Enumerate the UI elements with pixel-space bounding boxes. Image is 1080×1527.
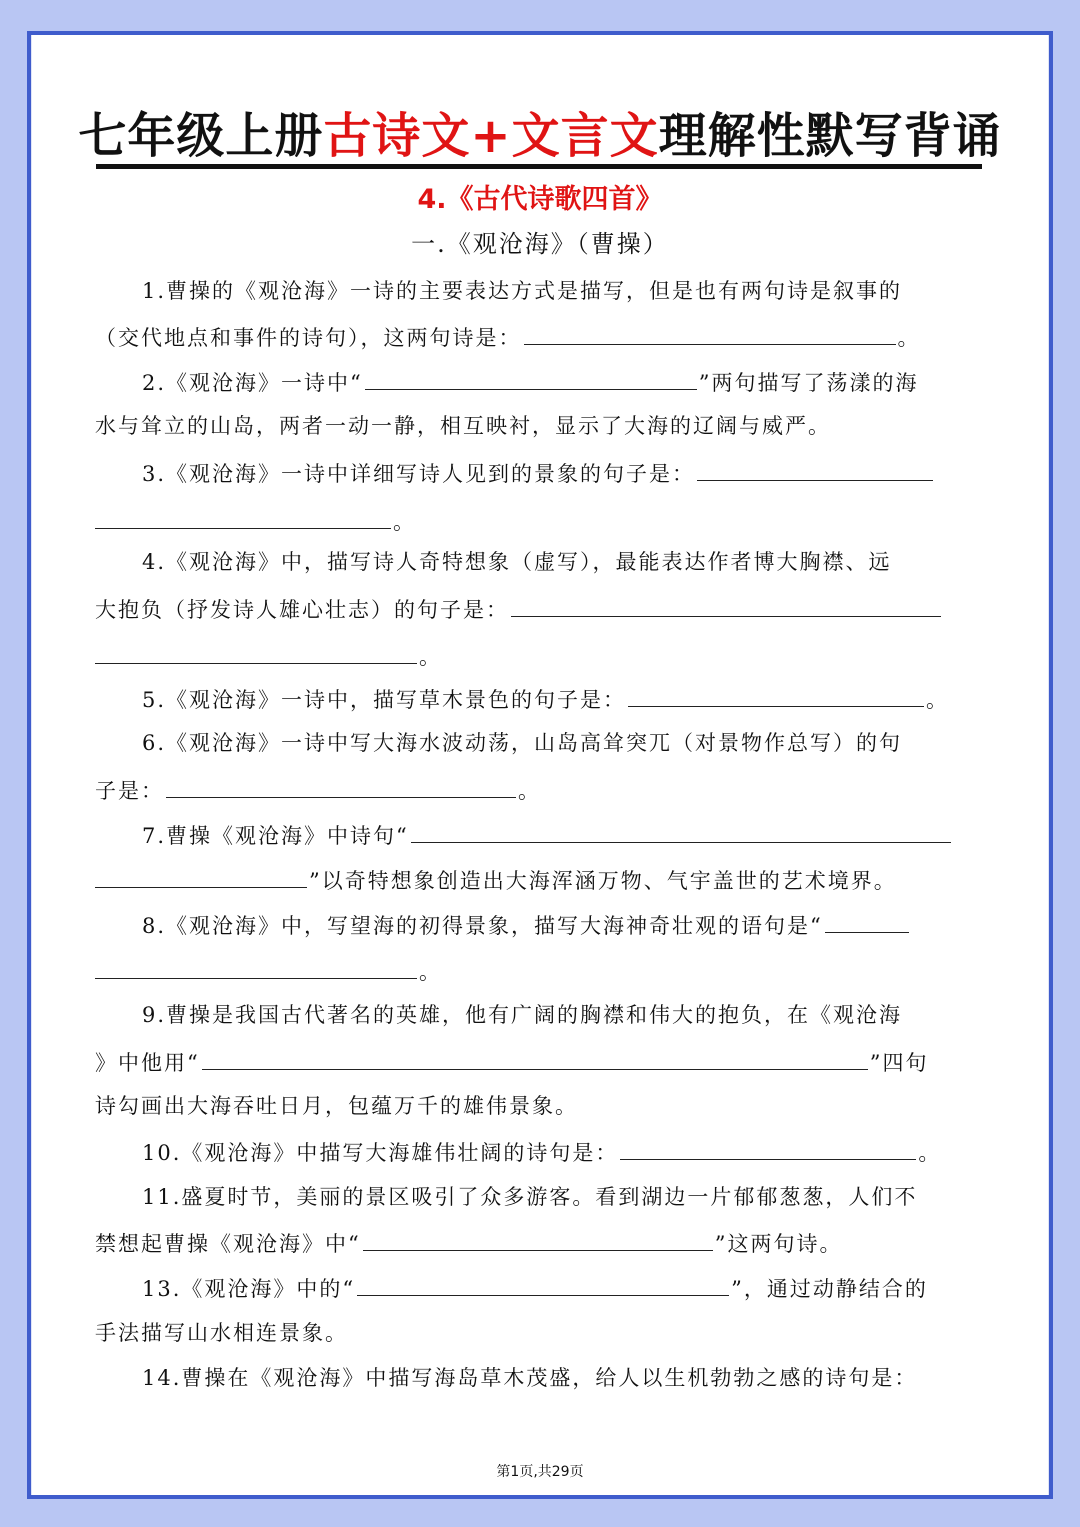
q9-line-3: 诗勾画出大海吞吐日月，包蕴万千的雄伟景象。: [95, 1094, 578, 1118]
page-number: 第1页,共29页: [496, 1464, 584, 1480]
q5-line-1: 5.《观沧海》一诗中，描写草木景色的句子是： 。: [142, 676, 990, 721]
q11-line-2: 禁想起曹操《观沧海》中“ ”这两句诗。: [95, 1220, 990, 1265]
q7-answer-blank-1[interactable]: [411, 812, 951, 843]
q11-answer-blank[interactable]: [363, 1220, 713, 1251]
q3-answer-blank-2[interactable]: [95, 498, 391, 529]
q4-line-2: 大抱负（抒发诗人雄心壮志）的句子是：: [95, 586, 990, 631]
q2-line-1: 2.《观沧海》一诗中“ ”两句描写了荡漾的海: [142, 359, 990, 404]
q13-line-1: 13.《观沧海》中的“ ”，通过动静结合的: [142, 1265, 990, 1310]
page-title: [0, 105, 1080, 167]
q7-line-1: 7.曹操《观沧海》中诗句“: [142, 812, 990, 857]
q1-answer-blank[interactable]: [524, 314, 896, 345]
q13-line-2: 手法描写山水相连景象。: [95, 1321, 348, 1345]
q2-answer-blank[interactable]: [365, 359, 697, 390]
q3-answer-blank-1[interactable]: [697, 450, 933, 481]
q1-line-2: （交代地点和事件的诗句），这两句诗是： 。: [95, 314, 990, 359]
title-underline: [96, 164, 982, 169]
q4-line-3: 。: [95, 633, 990, 678]
q2-line-2: 水与耸立的山岛，两者一动一静，相互映衬，显示了大海的辽阔与威严。: [95, 414, 831, 438]
q6-line-2: 子是： 。: [95, 767, 990, 812]
q8-line-2: 。: [95, 948, 990, 993]
q8-answer-blank-1[interactable]: [825, 902, 909, 933]
q10-line-1: 10.《观沧海》中描写大海雄伟壮阔的诗句是： 。: [142, 1129, 990, 1174]
q4-answer-blank-1[interactable]: [511, 586, 941, 617]
q14-line-1: 14.曹操在《观沧海》中描写海岛草木茂盛，给人以生机勃勃之感的诗句是：: [142, 1366, 918, 1390]
q8-line-1: 8.《观沧海》中，写望海的初得景象，描写大海神奇壮观的语句是“: [142, 902, 990, 947]
title-part-2-highlight: 古诗文+文言文: [323, 108, 659, 164]
q9-line-2: 》中他用“ ”四句: [95, 1039, 990, 1084]
q10-answer-blank[interactable]: [620, 1129, 916, 1160]
q6-answer-blank[interactable]: [166, 767, 516, 798]
q11-line-1: 11.盛夏时节，美丽的景区吸引了众多游客。看到湖边一片郁郁葱葱，人们不: [142, 1185, 918, 1209]
q5-answer-blank[interactable]: [628, 676, 924, 707]
section-heading: 一.《观沧海》（曹操）: [411, 230, 669, 258]
q7-line-2: ”以奇特想象创造出大海浑涵万物、气宇盖世的艺术境界。: [95, 857, 990, 902]
q8-answer-blank-2[interactable]: [95, 948, 417, 979]
q3-line-1: 3.《观沧海》一诗中详细写诗人见到的景象的句子是：: [142, 450, 990, 495]
q3-line-2: 。: [95, 498, 990, 543]
q7-answer-blank-2[interactable]: [95, 857, 307, 888]
title-part-3: 理解性默写背诵: [658, 108, 1002, 164]
title-part-1: 七年级上册: [78, 108, 324, 164]
q9-answer-blank[interactable]: [202, 1039, 868, 1070]
q4-line-1: 4.《观沧海》中，描写诗人奇特想象（虚写），最能表达作者博大胸襟、远: [142, 550, 892, 574]
q13-answer-blank[interactable]: [357, 1265, 729, 1296]
q6-line-1: 6.《观沧海》一诗中写大海水波动荡，山岛高耸突兀（对景物作总写）的句: [142, 731, 903, 755]
chapter-subtitle: 4.《古代诗歌四首》: [417, 184, 663, 215]
q9-line-1: 9.曹操是我国古代著名的英雄，他有广阔的胸襟和伟大的抱负，在《观沧海: [142, 1003, 903, 1027]
q4-answer-blank-2[interactable]: [95, 633, 417, 664]
q1-line-1: 1.曹操的《观沧海》一诗的主要表达方式是描写，但是也有两句诗是叙事的: [142, 279, 903, 303]
